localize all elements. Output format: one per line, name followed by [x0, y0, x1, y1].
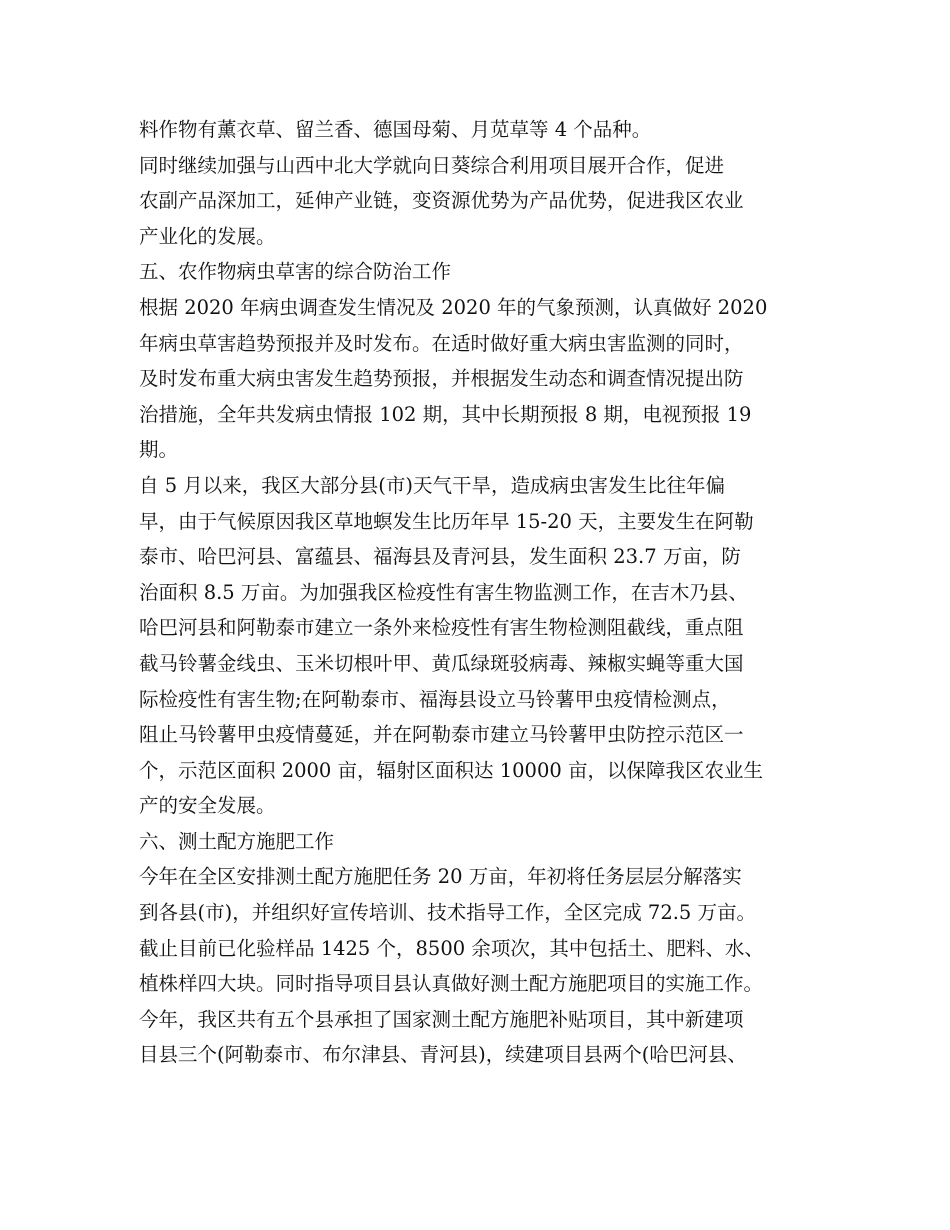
- text-line: 根据 2020 年病虫调查发生情况及 2020 年的气象预测，认真做好 2020: [139, 295, 768, 319]
- text-line: 产业化的发展。: [139, 224, 276, 248]
- text-line: 泰市、哈巴河县、富蕴县、福海县及青河县，发生面积 23.7 万亩，防: [139, 545, 741, 569]
- text-line: 产的安全发展。: [139, 794, 276, 818]
- text-line: 农副产品深加工，延伸产业链，变资源优势为产品优势，促进我区农业: [139, 189, 744, 213]
- text-line: 治措施，全年共发病虫情报 102 期，其中长期预报 8 期，电视预报 19: [139, 402, 752, 426]
- text-line: 际检疫性有害生物;在阿勒泰市、福海县设立马铃薯甲虫疫情检测点，: [139, 687, 731, 711]
- section-heading: 五、农作物病虫草害的综合防治工作: [139, 260, 452, 284]
- text-line: 植株样四大块。同时指导项目县认真做好测土配方施肥项目的实施工作。: [139, 972, 764, 996]
- text-line: 今年在全区安排测土配方施肥任务 20 万亩，年初将任务层层分解落实: [139, 865, 742, 889]
- text-line: 同时继续加强与山西中北大学就向日葵综合利用项目展开合作，促进: [139, 153, 725, 177]
- text-line: 及时发布重大病虫害发生趋势预报，并根据发生动态和调查情况提出防: [139, 367, 744, 391]
- text-line: 治面积 8.5 万亩。为加强我区检疫性有害生物监测工作，在吉木乃县、: [139, 580, 748, 604]
- text-line: 目县三个(阿勒泰市、布尔津县、青河县)，续建项目县两个(哈巴河县、: [139, 1043, 747, 1067]
- text-line: 早，由于气候原因我区草地螟发生比历年早 15-20 天，主要发生在阿勒: [139, 509, 754, 533]
- text-line: 到各县(市)，并组织好宣传培训、技术指导工作，全区完成 72.5 万亩。: [139, 901, 757, 925]
- text-line: 今年，我区共有五个县承担了国家测土配方施肥补贴项目，其中新建项: [139, 1007, 744, 1031]
- text-line: 截马铃薯金线虫、玉米切根叶甲、黄瓜绿斑驳病毒、辣椒实蝇等重大国: [139, 651, 744, 675]
- text-line: 年病虫草害趋势预报并及时发布。在适时做好重大病虫害监测的同时，: [139, 331, 744, 355]
- text-line: 料作物有薰衣草、留兰香、德国母菊、月苋草等 4 个品种。: [139, 118, 652, 141]
- text-line: 截止目前已化验样品 1425 个，8500 余项次，其中包括土、肥料、水、: [139, 936, 764, 960]
- text-line: 阻止马铃薯甲虫疫情蔓延，并在阿勒泰市建立马铃薯甲虫防控示范区一: [139, 723, 744, 747]
- text-line: 哈巴河县和阿勒泰市建立一条外来检疫性有害生物检测阻截线，重点阻: [139, 616, 744, 640]
- document-body: [139, 112, 829, 1073]
- text-line: 个，示范区面积 2000 亩，辐射区面积达 10000 亩，以保障我区农业生: [139, 758, 763, 782]
- text-line: 自 5 月以来，我区大部分县(市)天气干旱，造成病虫害发生比往年偏: [139, 473, 726, 497]
- text-line: 期。: [139, 438, 179, 462]
- section-heading: 六、测土配方施肥工作: [139, 829, 335, 853]
